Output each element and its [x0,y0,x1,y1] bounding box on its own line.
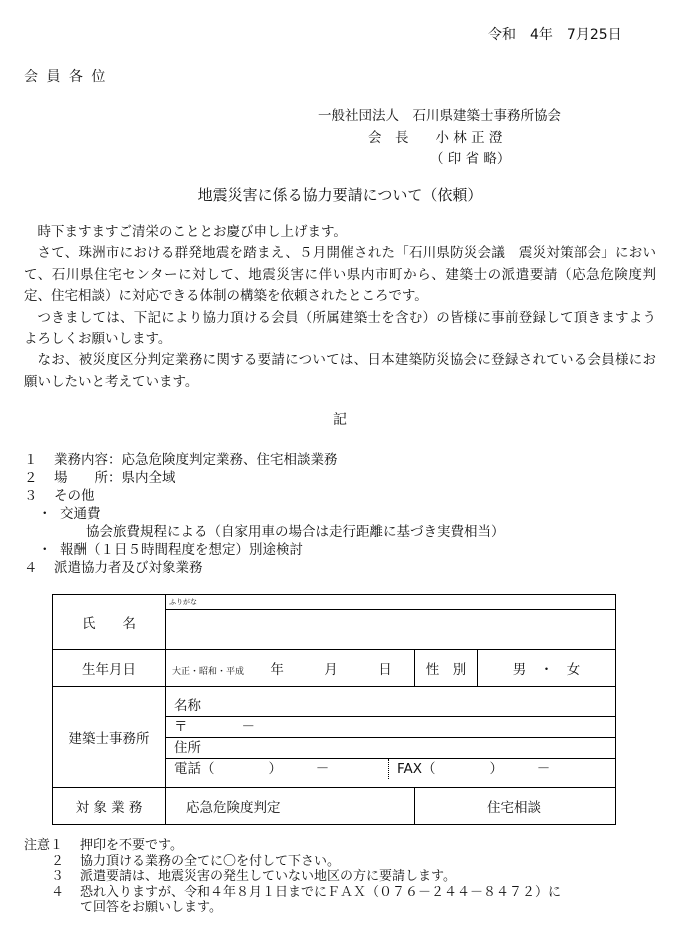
note-item [24,885,561,901]
note-item-continued [24,900,561,916]
body-text [24,222,656,393]
notes [24,838,561,916]
postal-field[interactable]: 〒 － [166,717,615,738]
item-number: ４ [24,560,38,576]
dob-field[interactable] [166,650,415,687]
note-text: 協力頂ける業務の全てに〇を付して下さい。 [80,853,341,869]
note-label: ４ [50,884,64,900]
note-label: ３ [50,869,64,885]
note-item [24,869,561,885]
note-item [24,854,561,870]
office-field [166,687,616,788]
subitem-text: 報酬（１日５時間程度を想定）別途検討 [60,542,303,558]
list-item [24,559,505,577]
note-item [24,838,561,854]
list-subitem [24,541,505,559]
body-paragraph: つきましては、下記により協力頂ける会員（所属建築士を含む）の皆様に事前登録して頂きますようよろしくお願いします。 [24,309,656,348]
note-text: 恐れ入りますが、令和４年８月１日までにＦＡＸ（０７６－２４４－８４７２）に [80,884,562,900]
work-option-consultation[interactable]: 住宅相談 [415,788,616,825]
subitem-text: 協会旅費規程による（自家用車の場合は走行距離に基づき実費相当） [86,524,505,540]
list-item [24,451,505,469]
details-list [24,451,505,577]
sender-president: 会 長 小 林 正 澄 [368,130,503,146]
note-label: ２ [50,853,64,869]
document-title: 地震災害に係る協力要請について（依頼） [197,186,483,204]
gender-options[interactable]: 男 ・ 女 [478,650,616,687]
document-date: 令和 4年 7月25日 [488,27,622,43]
era-options: 大正・昭和・平成 [172,667,245,677]
office-label: 建築士事務所 [53,687,166,788]
list-item [24,487,505,505]
subitem-text: 交通費 [60,506,101,522]
body-paragraph: さて、珠洲市における群発地震を踏まえ、５月開催された「石川県防災会議 震災対策部会」において、石川県住宅センターに対して、地震災害に伴い県内市町から、建築士の派遣要請（応急危険度判定、住宅相談）に対応できる体制の構築を依頼されたところです。 [24,245,656,305]
item-number: ３ [24,488,38,504]
fax-field[interactable]: FAX（ ） － [388,759,550,779]
name-field[interactable] [166,595,616,650]
dob-label: 生年月日 [53,650,166,687]
furigana-label: ふりがな [166,595,615,610]
body-paragraph: 時下ますますご清栄のこととお慶び申し上げます。 [37,224,347,240]
sender-organization: 一般社団法人 石川県建築士事務所協会 [318,108,561,124]
contact-row [166,759,615,779]
work-label: 対 象 業 務 [53,788,166,825]
phone-field[interactable]: 電話（ ） － [174,760,330,777]
item-text: その他 [54,488,95,504]
note-text: 押印を不要です。 [80,838,183,853]
ymd-text: 年 月 日 [270,662,392,678]
item-text: 派遣協力者及び対象業務 [54,560,203,576]
item-number: ２ [24,470,38,486]
note-text: 派遣要請は、地震災害の発生していない地区の方に要請します。 [80,869,456,885]
item-number: １ [24,452,38,468]
list-item [24,469,505,487]
note-label: 注意１ [24,838,64,853]
seal-omitted-note: （ 印 省 略） [430,151,511,167]
address-field[interactable]: 住所 [166,738,615,759]
list-subitem [24,505,505,523]
bullet: ・ [38,542,52,558]
gender-label: 性 別 [415,650,478,687]
item-text: 業務内容：応急危険度判定業務、住宅相談業務 [54,452,338,468]
addressee: 会 員 各 位 [24,69,108,85]
office-name-field[interactable]: 名称 [166,696,615,717]
note-text: て回答をお願いします。 [80,900,222,916]
body-paragraph: なお、被災度区分判定業務に関する要請については、日本建築防災協会に登録されている会員様にお願いしたいと考えています。 [24,352,656,390]
bullet: ・ [38,506,52,522]
ki-heading: 記 [333,412,347,428]
list-subitem-detail [24,523,505,541]
item-text: 場 所：県内全域 [54,470,176,486]
registration-form [52,594,616,825]
name-label: 氏 名 [53,595,166,650]
work-option-emergency[interactable]: 応急危険度判定 [166,788,415,825]
